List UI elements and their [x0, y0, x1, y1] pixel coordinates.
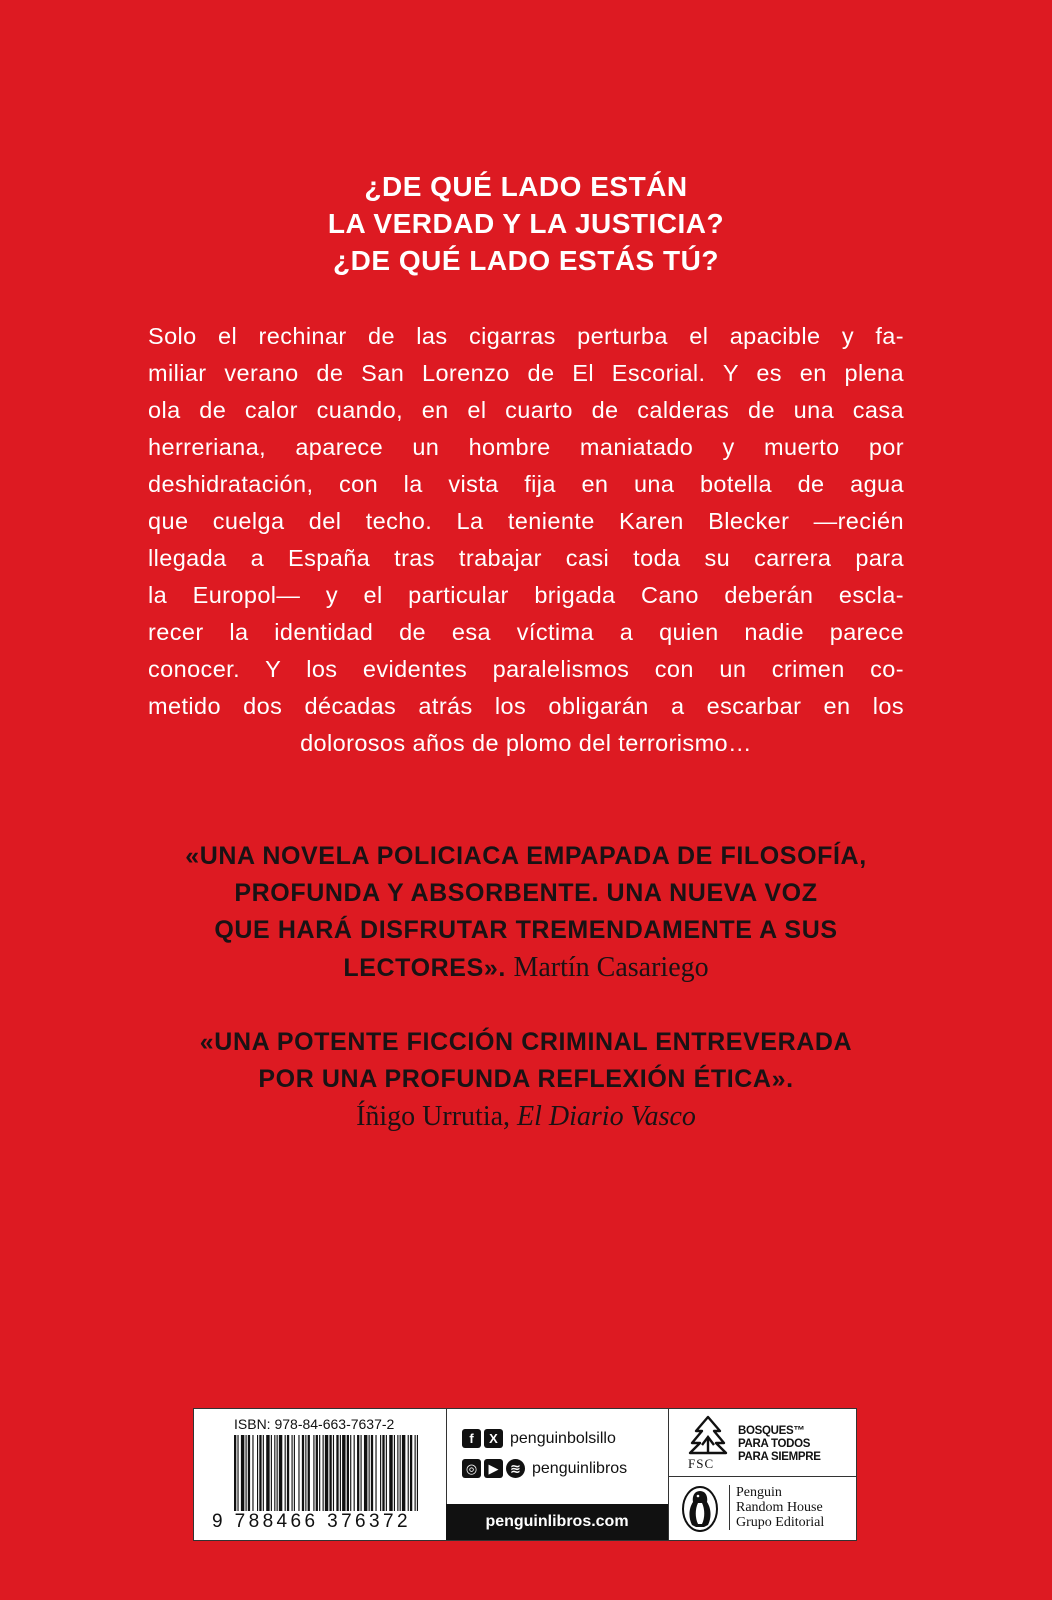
- barcode-digits: 9 788466 376372: [212, 1511, 411, 1532]
- barcode-panel: [194, 1409, 447, 1540]
- synopsis-line: deshidratación, con la vista fija en una botella de agua: [148, 471, 904, 497]
- fsc-slogan-line: PARA SIEMPRE: [738, 1451, 821, 1463]
- tagline-line: ¿DE QUÉ LADO ESTÁN: [364, 171, 688, 202]
- quote-source: El Diario Vasco: [517, 1101, 696, 1132]
- fsc-logo: [668, 1409, 856, 1477]
- quote-line: QUE HARÁ DISFRUTAR TREMENDAMENTE A SUS: [214, 916, 838, 944]
- synopsis-line: miliar verano de San Lorenzo de El Escorial. Y es en plena: [148, 360, 904, 386]
- tagline-line: LA VERDAD Y LA JUSTICIA?: [327, 208, 725, 239]
- website-link[interactable]: penguinlibros.com: [446, 1504, 668, 1540]
- synopsis-line: que cuelga del techo. La teniente Karen Blecker —recién: [148, 508, 904, 534]
- synopsis-line: recer la identidad de esa víctima a quien nadie parece: [148, 619, 904, 645]
- youtube-icon[interactable]: ▶: [484, 1459, 503, 1478]
- tagline: [0, 168, 1052, 279]
- publisher-line: Penguin: [736, 1485, 782, 1500]
- back-cover-info-box: [193, 1408, 857, 1541]
- publisher-logo: [668, 1477, 856, 1540]
- fsc-slogan: [738, 1425, 821, 1464]
- tagline-line: ¿DE QUÉ LADO ESTÁS TÚ?: [333, 245, 719, 276]
- spotify-icon[interactable]: ≋: [506, 1459, 525, 1478]
- fsc-slogan-line: PARA TODOS: [738, 1438, 811, 1450]
- quote-author: Martín Casariego: [513, 952, 709, 983]
- synopsis-line: conocer. Y los evidentes paralelismos con un crimen co-: [148, 656, 904, 682]
- publisher-line: Grupo Editorial: [736, 1515, 825, 1530]
- quote-line-last: [100, 949, 952, 987]
- publisher-line: Random House: [736, 1500, 823, 1515]
- fsc-slogan-line: BOSQUES™: [738, 1425, 805, 1437]
- social-panel: [446, 1409, 669, 1540]
- facebook-icon[interactable]: f: [462, 1429, 481, 1448]
- logo-panel: [668, 1409, 856, 1540]
- quote-author: Íñigo Urrutia,: [356, 1101, 511, 1132]
- x-icon[interactable]: X: [484, 1429, 503, 1448]
- social-handle[interactable]: penguinlibros: [532, 1459, 628, 1477]
- synopsis-line: llegada a España tras trabajar casi toda su carrera para: [148, 545, 904, 571]
- social-row-2: [462, 1459, 627, 1478]
- review-quote-2: [100, 1024, 952, 1135]
- quote-line: LECTORES».: [343, 954, 506, 982]
- isbn-label: ISBN: 978-84-663-7637-2: [234, 1416, 395, 1432]
- fsc-tree-icon: [686, 1415, 730, 1457]
- quote-line: «UNA POTENTE FICCIÓN CRIMINAL ENTREVERADA: [199, 1028, 853, 1056]
- synopsis-line: dolorosos años de plomo del terrorismo…: [300, 730, 752, 756]
- review-quote-1: [100, 838, 952, 987]
- synopsis-line: la Europol— y el particular brigada Cano deberán escla-: [148, 582, 904, 608]
- quote-attribution: [100, 1098, 952, 1135]
- instagram-icon[interactable]: ◎: [462, 1459, 481, 1478]
- synopsis-line: metido dos décadas atrás los obligarán a escarbar en los: [148, 693, 904, 719]
- synopsis-line: herreriana, aparece un hombre maniatado y muerto por: [148, 434, 904, 460]
- penguin-logo-icon: [680, 1485, 720, 1533]
- publisher-name: [729, 1485, 824, 1530]
- synopsis: [148, 318, 904, 762]
- social-handle[interactable]: penguinbolsillo: [510, 1429, 616, 1447]
- synopsis-line: ola de calor cuando, en el cuarto de calderas de una casa: [148, 397, 904, 423]
- synopsis-line: Solo el rechinar de las cigarras perturba el apacible y fa-: [148, 323, 904, 349]
- quote-line: POR UNA PROFUNDA REFLEXIÓN ÉTICA».: [258, 1065, 794, 1093]
- quote-line: PROFUNDA Y ABSORBENTE. UNA NUEVA VOZ: [234, 879, 818, 907]
- barcode-icon: [234, 1435, 418, 1511]
- fsc-label: FSC: [688, 1456, 715, 1471]
- social-row-1: [462, 1429, 616, 1448]
- quote-line: «UNA NOVELA POLICIACA EMPAPADA DE FILOSOFÍA,: [185, 842, 867, 870]
